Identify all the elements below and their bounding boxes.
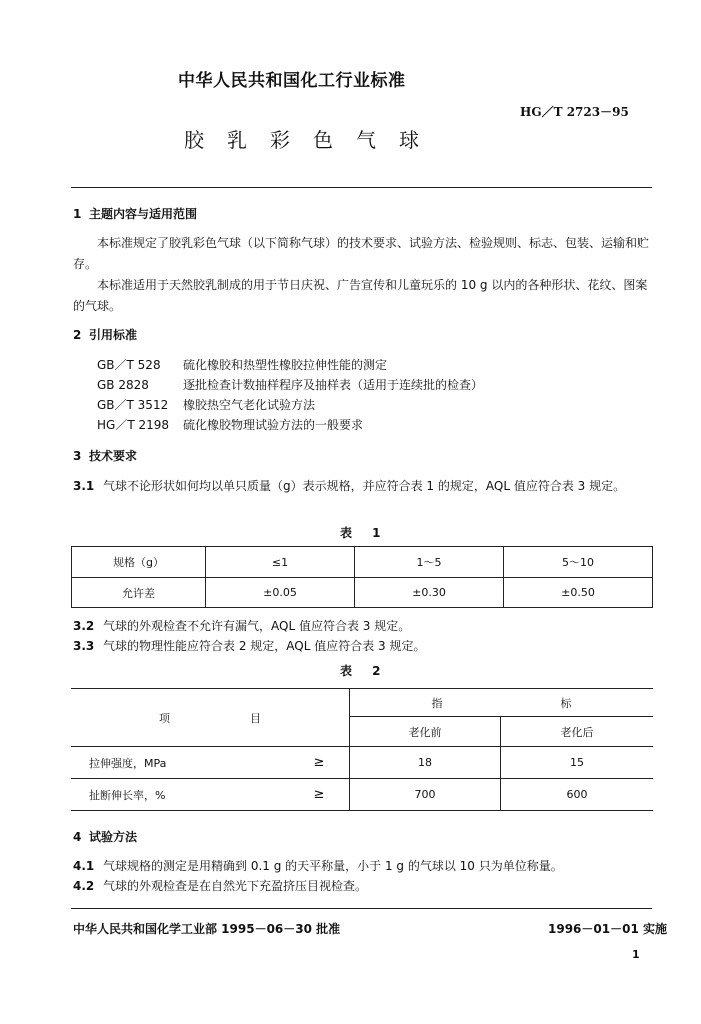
table-cell: 18 (350, 747, 501, 779)
page-number: 1 (632, 948, 640, 961)
item-header-char: 目 (250, 711, 261, 725)
section-1-heading (73, 205, 197, 222)
section-number: 1 (73, 207, 82, 221)
section-1-paragraph-1 (73, 233, 653, 275)
document-title: 胶乳彩色气球 (184, 128, 442, 152)
approval-line: 中华人民共和国化学工业部 1995－06－30 批准 (73, 922, 341, 936)
reference-title: 橡胶热空气老化试验方法 (183, 398, 316, 412)
table-2-caption: 表 2 (340, 664, 389, 678)
footer-rule (71, 908, 652, 909)
table-cell: 5～10 (504, 547, 653, 578)
standard-org-title: 中华人民共和国化工行业标准 (178, 71, 406, 91)
clause-4-2 (73, 877, 367, 894)
reference-title: 逐批检查计数抽样程序及抽样表（适用于连续批的检查） (183, 378, 484, 392)
clause-text: 气球的外观检查不允许有漏气，AQL 值应符合表 3 规定。 (103, 619, 411, 633)
table-row (72, 578, 653, 608)
item-header-char: 项 (159, 711, 170, 725)
clause-3-1 (73, 476, 653, 497)
index-header-char: 标 (560, 696, 572, 710)
clause-number: 3.1 (73, 479, 95, 493)
clause-number: 4.1 (73, 859, 95, 873)
table-cell: ≤1 (206, 547, 355, 578)
section-title: 主题内容与适用范围 (89, 207, 198, 221)
table-cell: 老化后 (501, 717, 654, 747)
reference-code: GB／T 528 (97, 358, 161, 372)
table-row (71, 779, 653, 811)
clause-text: 气球不论形状如何均以单只质量（g）表示规格，并应符合表 1 的规定，AQL 值应符合表 3 规定。 (103, 479, 626, 493)
reference-title: 硫化橡胶和热塑性橡胶拉伸性能的测定 (183, 358, 388, 372)
section-number: 2 (73, 328, 82, 342)
clause-number: 3.2 (73, 619, 95, 633)
clause-number: 4.2 (73, 879, 95, 893)
table-cell: 700 (350, 779, 501, 811)
section-1-paragraph-2 (73, 275, 653, 317)
clause-text: 气球的外观检查是在自然光下充盈挤压目视检查。 (103, 879, 368, 893)
table-cell: ≥ (289, 747, 350, 779)
table-cell: ≥ (289, 779, 350, 811)
reference-item (97, 376, 483, 393)
reference-code: HG／T 2198 (97, 418, 170, 432)
clause-text: 气球规格的测定是用精确到 0.1 g 的天平称量，小于 1 g 的气球以 10 只为单位称量。 (103, 859, 563, 873)
table-2 (71, 688, 653, 811)
section-4-heading (73, 828, 137, 845)
table-cell: 老化前 (350, 717, 501, 747)
index-header-char: 指 (431, 696, 443, 710)
table-row (71, 689, 653, 717)
reference-code: GB 2828 (97, 378, 149, 392)
clause-number: 3.3 (73, 639, 95, 653)
table-cell: ±0.30 (355, 578, 504, 608)
table-cell: 规格（g） (72, 547, 206, 578)
table-cell: 扯断伸长率，% (71, 779, 289, 811)
table-cell: ±0.50 (504, 578, 653, 608)
section-title: 技术要求 (89, 449, 138, 463)
reference-item (97, 396, 315, 413)
reference-code: GB／T 3512 (97, 398, 169, 412)
reference-item (97, 356, 387, 373)
index-header-cell (350, 689, 654, 717)
table-cell: 拉伸强度，MPa (71, 747, 289, 779)
table-1 (71, 546, 653, 608)
implementation-date: 1996－01－01 实施 (548, 922, 667, 936)
section-3-heading (73, 447, 137, 464)
clause-3-3 (73, 637, 425, 654)
table-row (71, 747, 653, 779)
table-row (72, 547, 653, 578)
section-2-heading (73, 326, 137, 343)
table-cell: ±0.05 (206, 578, 355, 608)
reference-title: 硫化橡胶物理试验方法的一般要求 (183, 418, 364, 432)
section-number: 3 (73, 449, 82, 463)
paragraph-text: 本标准规定了胶乳彩色气球（以下简称气球）的技术要求、试验方法、检验规则、标志、包装、运输和贮存。 (73, 236, 650, 271)
section-number: 4 (73, 830, 82, 844)
clause-text: 气球的物理性能应符合表 2 规定，AQL 值应符合表 3 规定。 (103, 639, 426, 653)
clause-4-1 (73, 857, 563, 874)
standard-code: HG／T 2723－95 (520, 105, 629, 119)
table-cell: 允许差 (72, 578, 206, 608)
table-cell: 600 (501, 779, 654, 811)
table-cell: 1～5 (355, 547, 504, 578)
paragraph-text: 本标准适用于天然胶乳制成的用于节日庆祝、广告宣传和儿童玩乐的 10 g 以内的各种形状、花纹、图案的气球。 (73, 278, 648, 313)
reference-item (97, 416, 363, 433)
section-title: 引用标准 (89, 328, 138, 342)
table-1-caption: 表 1 (340, 526, 389, 540)
header-rule (71, 187, 652, 188)
item-header-cell (71, 689, 350, 747)
clause-3-2 (73, 617, 410, 634)
section-title: 试验方法 (89, 830, 138, 844)
table-cell: 15 (501, 747, 654, 779)
